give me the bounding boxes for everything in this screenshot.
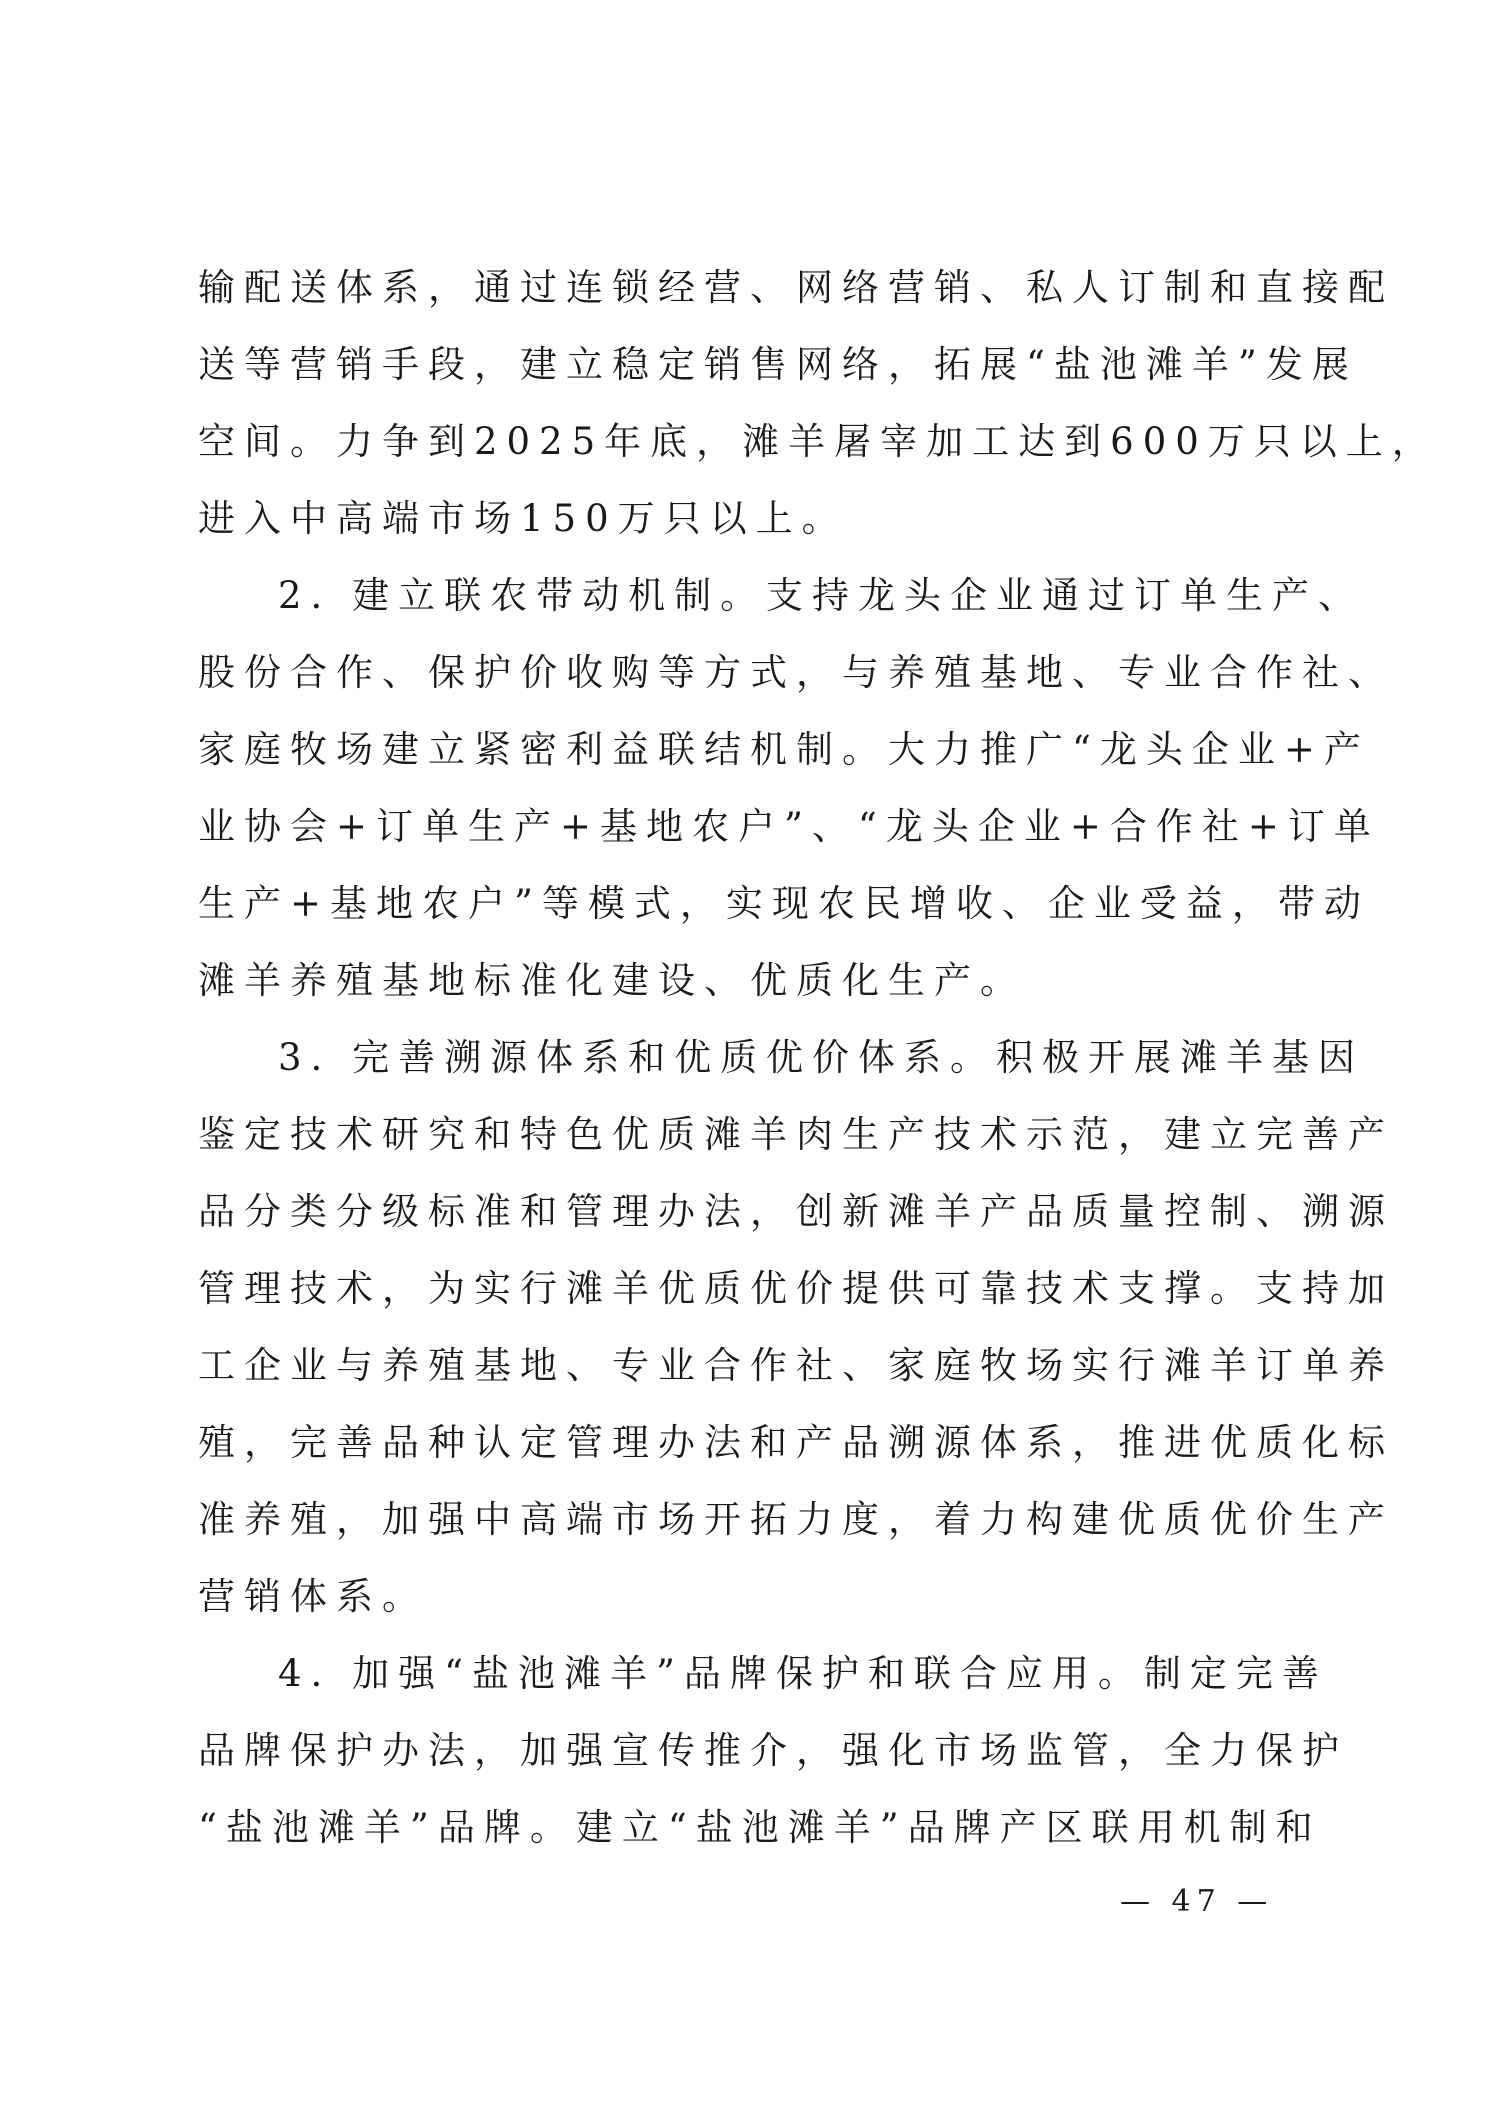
body-text-line: “盐池滩羊”品牌。建立“盐池滩羊”品牌产区联用机制和 xyxy=(198,1806,1322,1849)
body-text-line: 空间。力争到2025年底，滩羊屠宰加工达到600万只以上， xyxy=(198,420,1438,463)
body-text-line: 营销体系。 xyxy=(198,1575,428,1618)
body-text-line: 管理技术，为实行滩羊优质优价提供可靠技术支撑。支持加 xyxy=(198,1267,1394,1310)
paragraph-heading-2: 2. 建立联农带动机制。支持龙头企业通过订单生产、 xyxy=(278,574,1365,617)
body-text-line: 准养殖，加强中高端市场开拓力度，着力构建优质优价生产 xyxy=(198,1498,1394,1541)
body-text-line: 业协会+订单生产+基地农户”、“龙头企业+合作社+订单 xyxy=(198,805,1380,848)
body-text-line: 股份合作、保护价收购等方式，与养殖基地、专业合作社、 xyxy=(198,651,1394,694)
body-text-line: 送等营销手段，建立稳定销售网络，拓展“盐池滩羊”发展 xyxy=(198,343,1358,386)
body-text-line: 殖，完善品种认定管理办法和产品溯源体系，推进优质化标 xyxy=(198,1421,1394,1464)
paragraph-heading-3: 3. 完善溯源体系和优质优价体系。积极开展滩羊基因 xyxy=(278,1036,1365,1079)
body-text-line: 滩羊养殖基地标准化建设、优质化生产。 xyxy=(198,959,1026,1002)
body-text-line: 进入中高端市场150万只以上。 xyxy=(198,497,848,540)
body-text-line: 工企业与养殖基地、专业合作社、家庭牧场实行滩羊订单养 xyxy=(198,1344,1394,1387)
body-text-line: 生产+基地农户”等模式，实现农民增收、企业受益，带动 xyxy=(198,882,1370,925)
paragraph-heading-4: 4. 加强“盐池滩羊”品牌保护和联合应用。制定完善 xyxy=(278,1652,1328,1695)
body-text-line: 家庭牧场建立紧密利益联结机制。大力推广“龙头企业+产 xyxy=(198,728,1370,771)
body-text-line: 品分类分级标准和管理办法，创新滩羊产品质量控制、溯源 xyxy=(198,1190,1394,1233)
page-number: — 47 — xyxy=(1120,1884,1274,1919)
body-text-line: 鉴定技术研究和特色优质滩羊肉生产技术示范，建立完善产 xyxy=(198,1113,1394,1156)
body-text-line: 输配送体系，通过连锁经营、网络营销、私人订制和直接配 xyxy=(198,266,1394,309)
body-text-line: 品牌保护办法，加强宣传推介，强化市场监管，全力保护 xyxy=(198,1729,1348,1772)
